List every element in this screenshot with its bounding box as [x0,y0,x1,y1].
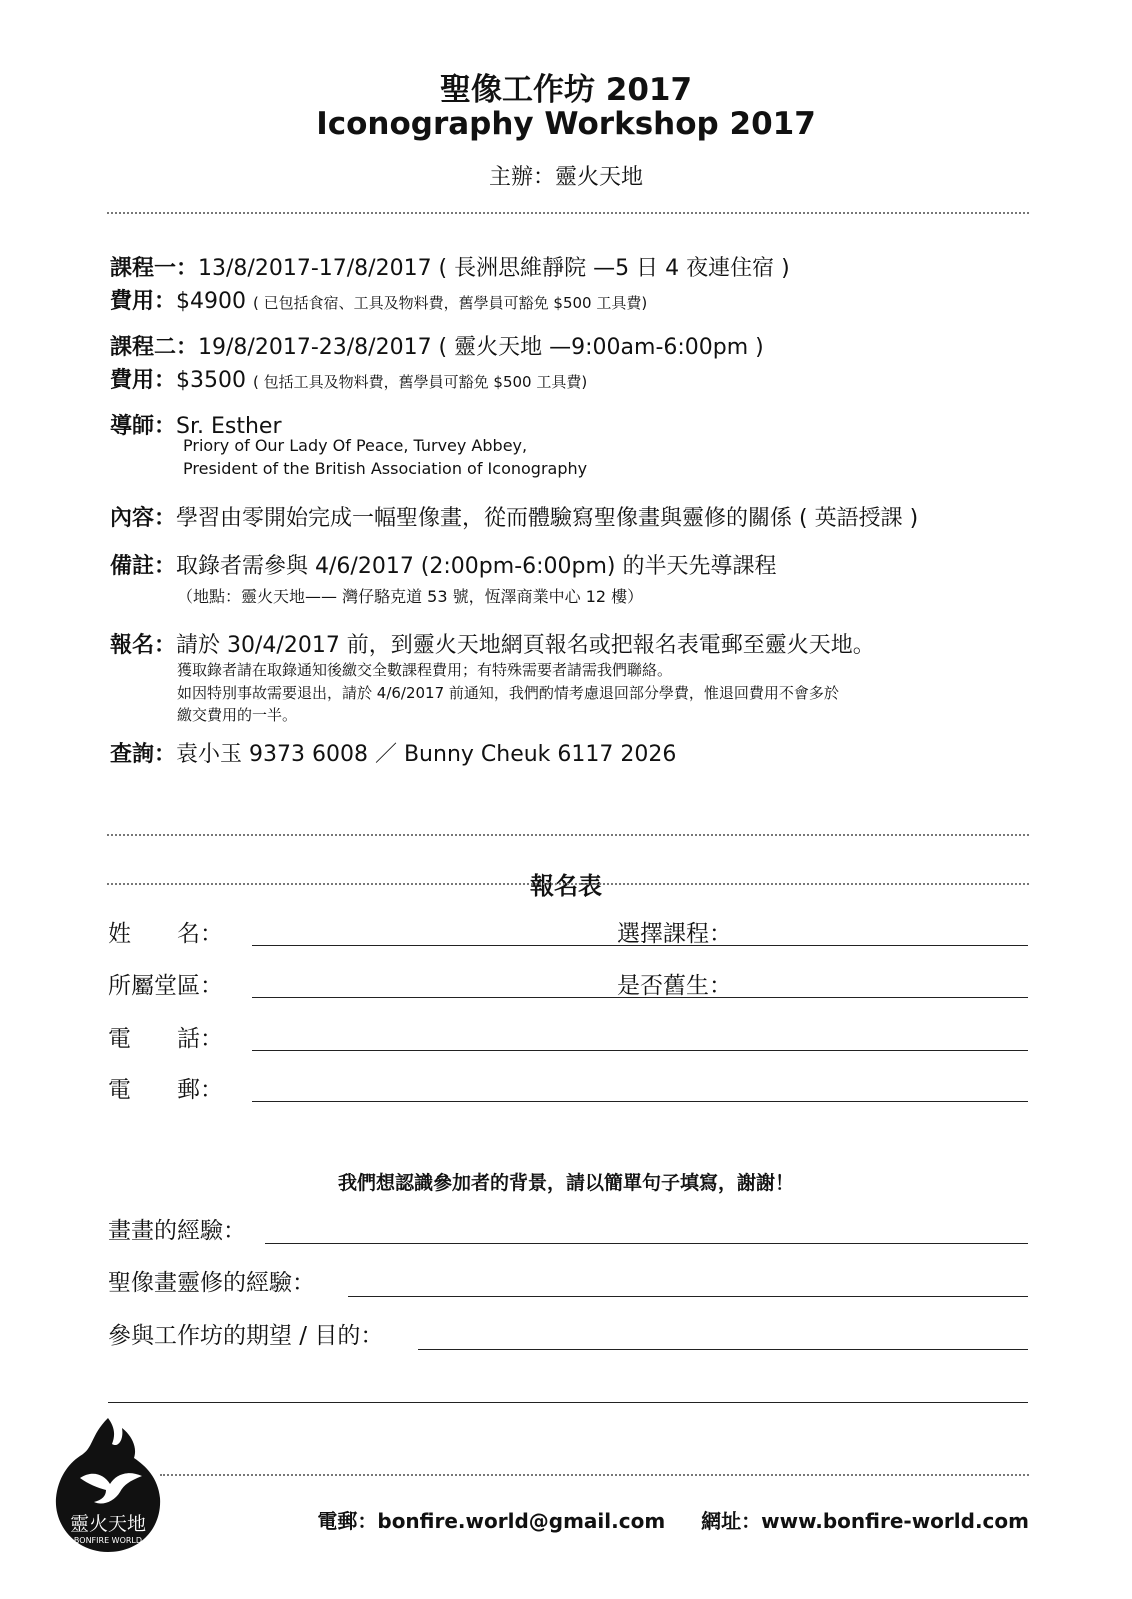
enquiry-label: 查詢： [110,742,177,767]
registration-text: 請於 30/4/2017 前，到靈火天地網頁報名或把報名表電郵至靈火天地。 [176,633,875,658]
icon-spiritual-exp-field[interactable] [348,1296,1028,1297]
expectation-field-line2[interactable] [108,1402,1028,1403]
footer-website-label: 網址： [701,1509,762,1533]
footer-email-label: 電郵： [317,1509,378,1533]
course-choice-label: 選擇課程： [617,921,732,947]
divider [107,212,1029,214]
content-label: 內容： [110,506,177,531]
email-label: 電 郵： [108,1077,223,1103]
course2-line [110,330,764,361]
divider [107,834,1029,836]
content-line [110,501,918,532]
course1-text: 13/8/2017-17/8/2017 ( 長洲思維靜院 —5 日 4 夜連住宿 ) [198,256,790,281]
course1-fee-label: 費用： [110,289,177,314]
course2-fee-value: $3500 [176,368,247,393]
painting-exp-field[interactable] [265,1243,1028,1244]
phone-label: 電 話： [108,1026,223,1052]
bonfire-flame-dove-logo-icon [50,1418,166,1554]
tutor-affiliation-2: President of the British Association of Iconography [183,459,588,478]
content-text: 學習由零開始完成一幅聖像畫，從而體驗寫聖像畫與靈修的關係 ( 英語授課 ) [176,506,919,531]
former-student-label: 是否舊生： [617,973,732,999]
tutor-name: Sr. Esther [176,414,282,439]
icon-spiritual-exp-label: 聖像畫靈修的經驗： [108,1270,315,1296]
course1-line [110,251,790,282]
bonfire-logo [50,1418,166,1554]
course1-fee-line [110,284,647,315]
tutor-label: 導師： [110,414,177,439]
organizer: 主辦：靈火天地 [488,165,643,190]
divider [107,883,1029,885]
form-title: 報名表 [530,872,602,900]
course1-fee-note: ( 已包括食宿、工具及物料費，舊學員可豁免 $500 工具費) [253,294,648,312]
remarks-location: （地點：靈火天地—— 灣仔駱克道 53 號，恆澤商業中心 12 樓） [177,587,644,606]
enquiry-line [110,737,676,768]
footer-email[interactable]: bonfire.world@gmail.com [377,1509,666,1533]
tutor-affiliation-1: Priory of Our Lady Of Peace, Turvey Abbey, [183,436,528,455]
registration-label: 報名： [110,633,177,658]
painting-exp-label: 畫畫的經驗： [108,1218,246,1244]
footer-website[interactable]: www.bonfire-world.com [761,1509,1029,1533]
course2-fee-line [110,363,587,394]
background-note: 我們想認識參加者的背景，請以簡單句子填寫，謝謝！ [337,1172,794,1194]
email-field[interactable] [252,1101,1028,1102]
divider [160,1474,1029,1476]
footer [317,1505,1029,1534]
registration-line [110,628,875,659]
expectation-field[interactable] [418,1349,1028,1350]
course2-fee-note: ( 包括工具及物料費，舊學員可豁免 $500 工具費) [253,373,588,391]
logo-text-zh: 靈火天地 [69,1513,147,1535]
enquiry-text: 袁小玉 9373 6008 ／ Bunny Cheuk 6117 2026 [176,742,677,767]
registration-note-2: 如因特別事故需要退出，請於 4/6/2017 前通知，我們酌情考慮退回部分學費，惟退回費用不會多於 [177,684,839,702]
registration-note-1: 獲取錄者請在取錄通知後繳交全數課程費用；有特殊需要者請需我們聯絡。 [177,661,673,679]
expectation-label: 參與工作坊的期望 / 目的： [108,1323,384,1349]
parish-label: 所屬堂區： [108,973,223,999]
name-label: 姓 名： [108,921,223,947]
course2-text: 19/8/2017-23/8/2017 ( 靈火天地 —9:00am-6:00pm ) [198,335,764,360]
course2-fee-label: 費用： [110,368,177,393]
remarks-line [110,549,777,580]
remarks-label: 備註： [110,554,177,579]
remarks-text: 取錄者需參與 4/6/2017 (2:00pm-6:00pm) 的半天先導課程 [176,554,777,579]
course1-label: 課程一： [110,256,199,281]
logo-text-en: BONFIRE WORLD [73,1536,143,1545]
title-en: Iconography Workshop 2017 [316,106,816,142]
phone-field[interactable] [252,1050,1028,1051]
course2-label: 課程二： [110,335,199,360]
registration-note-3: 繳交費用的一半。 [177,706,298,724]
title-zh: 聖像工作坊 2017 [439,72,693,108]
course1-fee-value: $4900 [176,289,247,314]
